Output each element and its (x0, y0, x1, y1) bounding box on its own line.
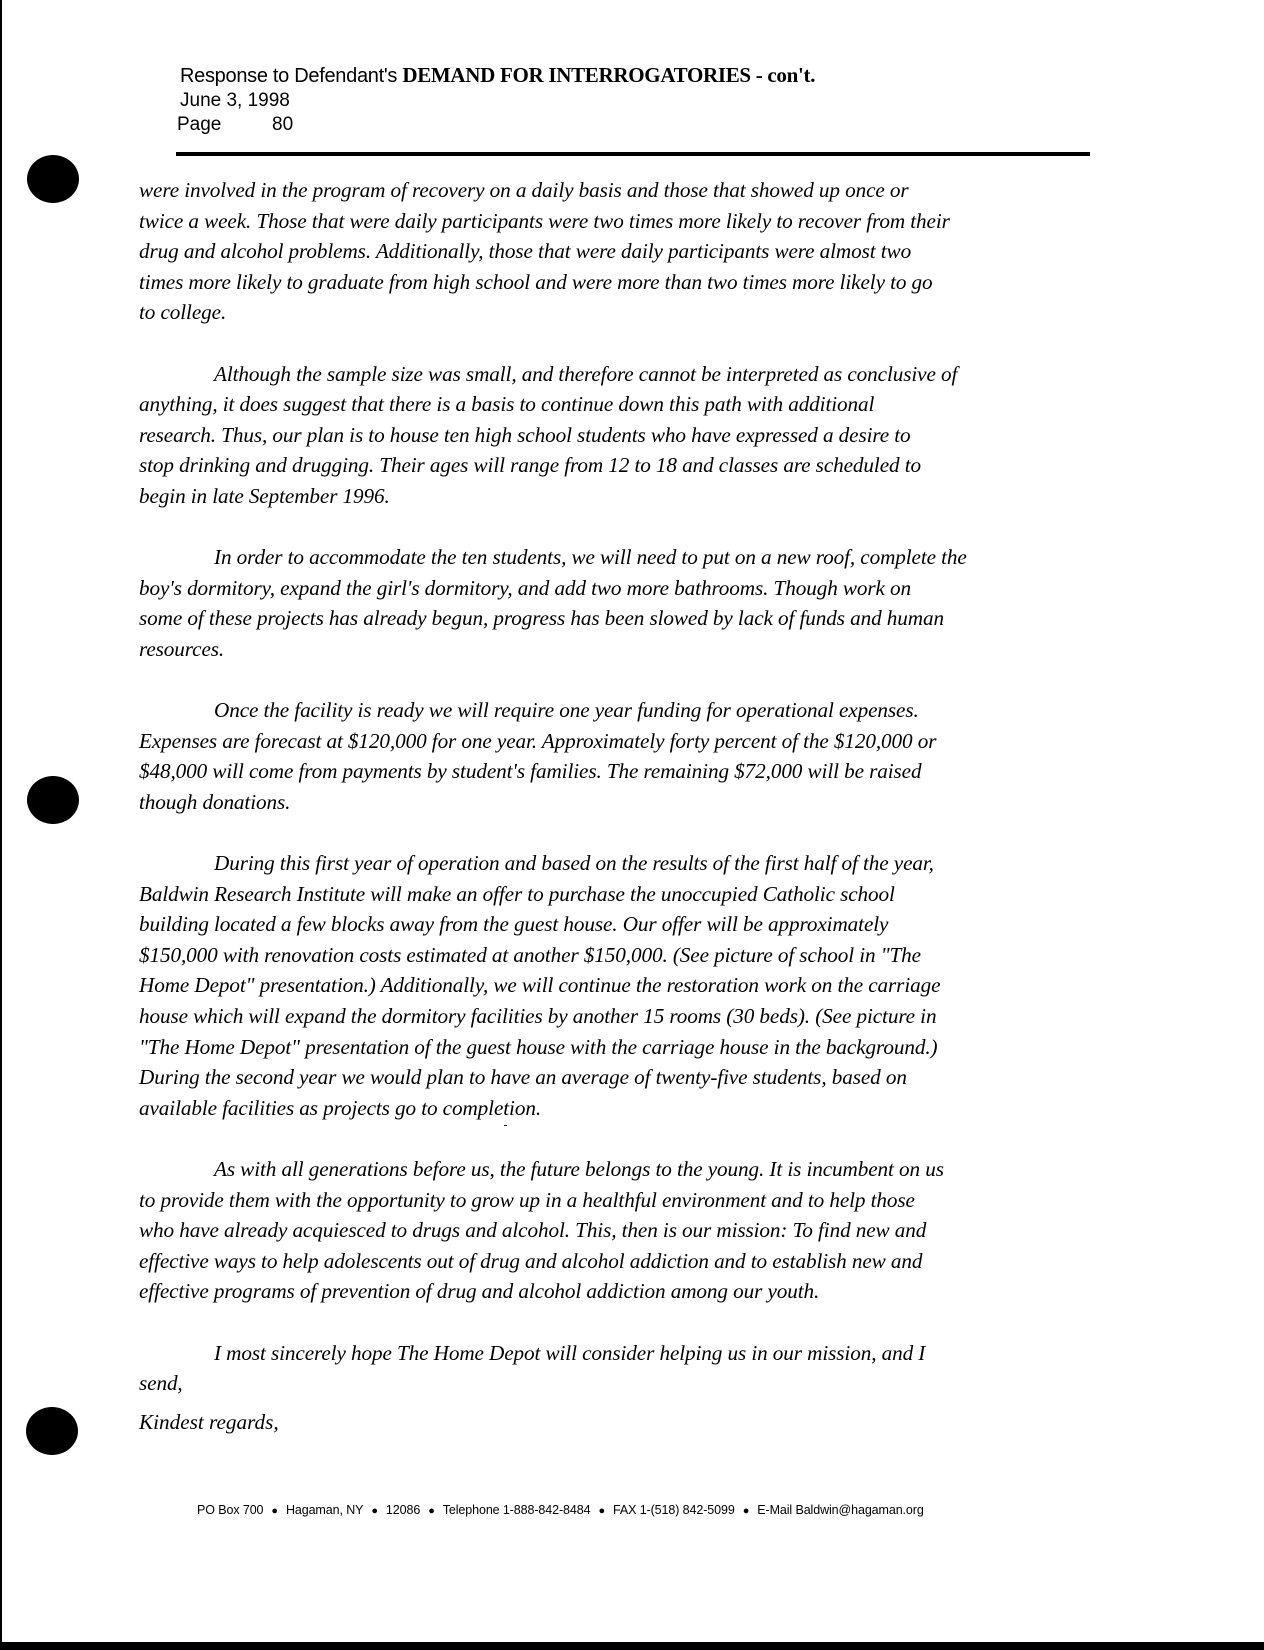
header-title (180, 62, 1080, 89)
footer-telephone: Telephone 1-888-842-8484 (442, 1503, 591, 1517)
text-line: Expenses are forecast at $120,000 for one year. Approximately forty percent of the $120,000 or (139, 728, 937, 753)
paragraph-funding (139, 695, 1129, 817)
text-line: Once the facility is ready we will require one year funding for operational expenses. (214, 698, 919, 723)
header-title-bold: DEMAND FOR INTERROGATORIES - con't. (402, 63, 816, 87)
text-line: building located a few blocks away from the guest house. Our offer will be approximately (139, 912, 889, 937)
bullet-icon: ● (598, 1505, 606, 1517)
bullet-icon: ● (371, 1505, 378, 1517)
text-line: to provide them with the opportunity to grow up in a healthful environment and to help those (139, 1187, 915, 1212)
text-line: though donations. (139, 789, 291, 814)
text-line: who have already acquiesced to drugs and alcohol. This, then is our mission: To find new and (139, 1218, 927, 1243)
page-number: 80 (272, 114, 294, 135)
text-line: I most sincerely hope The Home Depot will consider helping us in our mission, and I (214, 1340, 926, 1365)
text-line: As with all generations before us, the future belongs to the young. It is incumbent on us (214, 1157, 944, 1181)
text-line: to college. (139, 300, 227, 325)
footer-fax: FAX 1-(518) 842-5099 (613, 1503, 735, 1517)
text-line: begin in late September 1996. (139, 483, 390, 508)
footer-email: E-Mail Baldwin@hagaman.org (757, 1503, 924, 1517)
paragraph-request (139, 1338, 1129, 1399)
text-line: some of these projects has already begun, progress has been slowed by lack of funds and human (139, 606, 944, 631)
paragraph-mission (139, 1154, 1129, 1307)
text-line: stop drinking and drugging. Their ages will range from 12 to 18 and classes are scheduled to (139, 453, 921, 478)
text-line: effective ways to help adolescents out of drug and alcohol addiction and to establish new and (139, 1248, 923, 1273)
bullet-icon: ● (428, 1505, 435, 1517)
letter-body (139, 175, 1129, 1429)
paragraph-expansion (139, 848, 1129, 1123)
text-line: times more likely to graduate from high school and were more than two times more likely to go (139, 269, 933, 294)
text-line: anything, it does suggest that there is a basis to continue down this path with additional (139, 392, 875, 417)
letterhead-footer (197, 1503, 924, 1517)
header-page (177, 113, 1080, 137)
text-line: drug and alcohol problems. Additionally, those that were daily participants were almost two (139, 239, 912, 264)
text-line: twice a week. Those that were daily participants were two times more likely to recover from their (139, 208, 950, 233)
text-line: research. Thus, our plan is to house ten high school students who have expressed a desire to (139, 422, 911, 447)
text-line: In order to accommodate the ten students, we will need to put on a new roof, complete the (214, 545, 967, 570)
document-header (177, 62, 1080, 137)
text-line: During the second year we would plan to have an average of twenty-five students, based on (139, 1065, 907, 1090)
text-line: $48,000 will come from payments by student's families. The remaining $72,000 will be raised (139, 759, 922, 784)
footer-zip: 12086 (385, 1503, 421, 1517)
paragraph-facility-needs (139, 542, 1129, 664)
text-line: $150,000 with renovation costs estimated at another $150,000. (See picture of school in "The (139, 942, 921, 967)
bullet-icon: ● (271, 1505, 278, 1517)
text-line: "The Home Depot" presentation of the guest house with the carriage house in the background.) (139, 1034, 938, 1059)
text-line: send, (139, 1371, 183, 1396)
header-divider (176, 152, 1090, 156)
text-line: effective programs of prevention of drug and alcohol addiction among our youth. (139, 1279, 820, 1304)
page-left-edge (0, 0, 2, 1650)
closing-salutation: Kindest regards, (139, 1410, 279, 1434)
text-line: boy's dormitory, expand the girl's dormitory, and add two more bathrooms. Though work on (139, 575, 912, 600)
text-line: resources. (139, 636, 225, 661)
punch-hole-top (27, 155, 79, 203)
text-line: available facilities as projects go to completion. (139, 1095, 542, 1120)
header-date: June 3, 1998 (180, 90, 290, 111)
text-line: Home Depot" presentation.) Additionally, we will continue the restoration work on the carriage (139, 973, 941, 998)
paragraph-results (139, 175, 1129, 328)
header-title-prefix: Response to Defendant's (180, 65, 398, 87)
punch-hole-middle (27, 776, 79, 824)
text-line: Baldwin Research Institute will make an offer to purchase the unoccupied Catholic school (139, 881, 895, 906)
punch-hole-bottom (26, 1407, 78, 1455)
page-label: Page (177, 114, 222, 135)
text-line: house which will expand the dormitory facilities by another 15 rooms (30 beds). (See picture in (139, 1004, 937, 1029)
text-line: Although the sample size was small, and therefore cannot be interpreted as conclusive of (214, 361, 958, 386)
stray-mark (504, 1125, 507, 1126)
text-line: were involved in the program of recovery on a daily basis and those that showed up once or (139, 178, 909, 202)
paragraph-plan (139, 359, 1129, 512)
page-bottom-edge (0, 1642, 1264, 1650)
footer-po-box: PO Box 700 (197, 1503, 264, 1517)
text-line: During this first year of operation and based on the results of the first half of the year, (214, 851, 934, 876)
bullet-icon: ● (742, 1505, 750, 1517)
footer-city: Hagaman, NY (285, 1503, 364, 1517)
